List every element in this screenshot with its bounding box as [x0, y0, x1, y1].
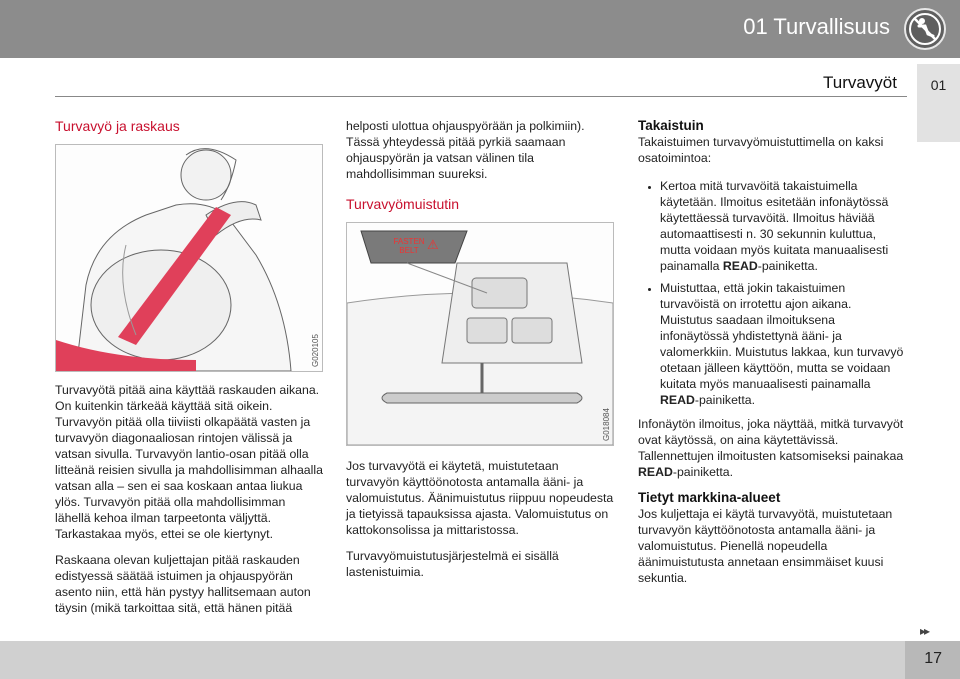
page-number: 17: [924, 650, 942, 667]
read-button-label: READ: [638, 465, 673, 479]
column-rear-seat: [638, 118, 906, 596]
no-airbag-child-icon: [904, 8, 946, 50]
heading-pregnancy: Turvavyö ja raskaus: [55, 118, 180, 134]
paragraph: Takaistuimen turvavyömuistuttimella on kaksi osatoimintoa:: [638, 135, 884, 165]
paragraph: Jos turvavyötä ei käytetä, muistutetaan turvavyön käyttöönotosta antamalla ääni- ja valomuistutus. Äänimuistutus riippuu nopeudesta ja tietyissä tapauksissa ajasta. Valomuistutus on kattokonsolissa ja mittaristossa.: [346, 459, 614, 537]
paragraph: Raskaana olevan kuljettajan pitää raskauden edistyessä säätää istuimen ja ohjauspyörän asento niin, että hän pystyy hallitsemaan auton täysin (mikä tarkoittaa sitä, että hänen pitää: [55, 553, 311, 615]
figure-code: G020105: [311, 334, 320, 367]
section-header: [55, 70, 907, 97]
heading-rear-seat: Takaistuin: [638, 118, 704, 133]
paragraph: Jos kuljettaja ei käytä turvavyötä, muistutetaan turvavyön käyttöönotosta antamalla ääni- ja valomuistutus. Pienellä nopeudella äänimuistutusta annetaan ensimmäiset kuusi sekuntia.: [638, 507, 893, 585]
footer-bar: [0, 641, 960, 679]
seatbelt-warning-icon: ⚠: [427, 237, 439, 252]
roof-console-illustration: [346, 222, 614, 446]
figure-code: G018084: [602, 408, 611, 441]
paragraph: Turvavyötä pitää aina käyttää raskauden aikana. On kuitenkin tärkeää käyttää sitä oikein. Turvavyön pitää olla tiiviisti olkapäätä vasten ja turvavyön diagonaaliosan rintojen välissä ja vatsan sivulla. Turvavyön lantio-osan pitää olla litteänä reisien sivulla ja mahdollisimman alhaalla vatsan alla – sen ei saa koskaan antaa liukua ylös. Turvavyön pitää olla mahdollisimman lähellä kehoa ilman tarpeetonta väljyttä. Tarkastakaa myös, ettei se ole kiertynyt.: [55, 383, 323, 541]
function-list: [638, 178, 906, 408]
paragraph: Infonäytön ilmoitus, joka näyttää, mitkä turvavyöt ovat käytössä, on aina käytettävissä. Tallennettujen ilmoitusten katsomiseksi painakaa READ-painiketta.: [638, 417, 904, 479]
read-button-label: READ: [722, 259, 758, 273]
paragraph: helposti ulottua ohjauspyörään ja polkimiin). Tässä yhteydessä pitää pyrkiä saamaan ohjauspyörän ja vatsan välinen tila mahdollisimman suureksi.: [346, 119, 585, 181]
heading-belt-reminder: Turvavyömuistutin: [346, 196, 460, 212]
column-reminder: [346, 118, 614, 590]
heading-markets: Tietyt markkina-alueet: [638, 490, 781, 505]
list-item: • Kertoa mitä turvavöitä takaistuimella käytetään. Ilmoitus esitetään infonäytössä käytettäessä turvavöitä. Ilmoitus häviää automaattisesti n. 30 sekunnin kuluttua, mutta voidaan myös kuitata manuaalisesti painamalla READ-painiketta.: [660, 178, 906, 274]
column-pregnancy: [55, 118, 323, 626]
fasten-belt-label: FASTEN BELT: [393, 237, 425, 255]
chapter-tab-number: 01: [930, 77, 947, 93]
chapter-tab: [917, 64, 960, 142]
chapter-title: 01 Turvallisuus: [743, 14, 890, 39]
section-title: Turvavyöt: [822, 73, 897, 92]
list-item: • Muistuttaa, että jokin takaistuimen turvavöistä on irrotettu ajon aikana. Muistutus saadaan ilmoituksena infonäytössä yhdistettynä ääni- ja valomerkkiin. Muistutus lakkaa, kun turvavyö otetaan jälleen käyttöön, mutta se voidaan kuitata myös manuaalisesti painamalla READ-painiketta.: [660, 280, 906, 408]
read-button-label: READ: [660, 393, 695, 407]
paragraph: Turvavyömuistutusjärjestelmä ei sisällä lastenistuimia.: [346, 549, 559, 579]
pregnancy-belt-illustration: [55, 144, 323, 372]
continue-arrows-icon: ▸▸: [920, 624, 929, 638]
chapter-header-bar: [0, 0, 960, 58]
